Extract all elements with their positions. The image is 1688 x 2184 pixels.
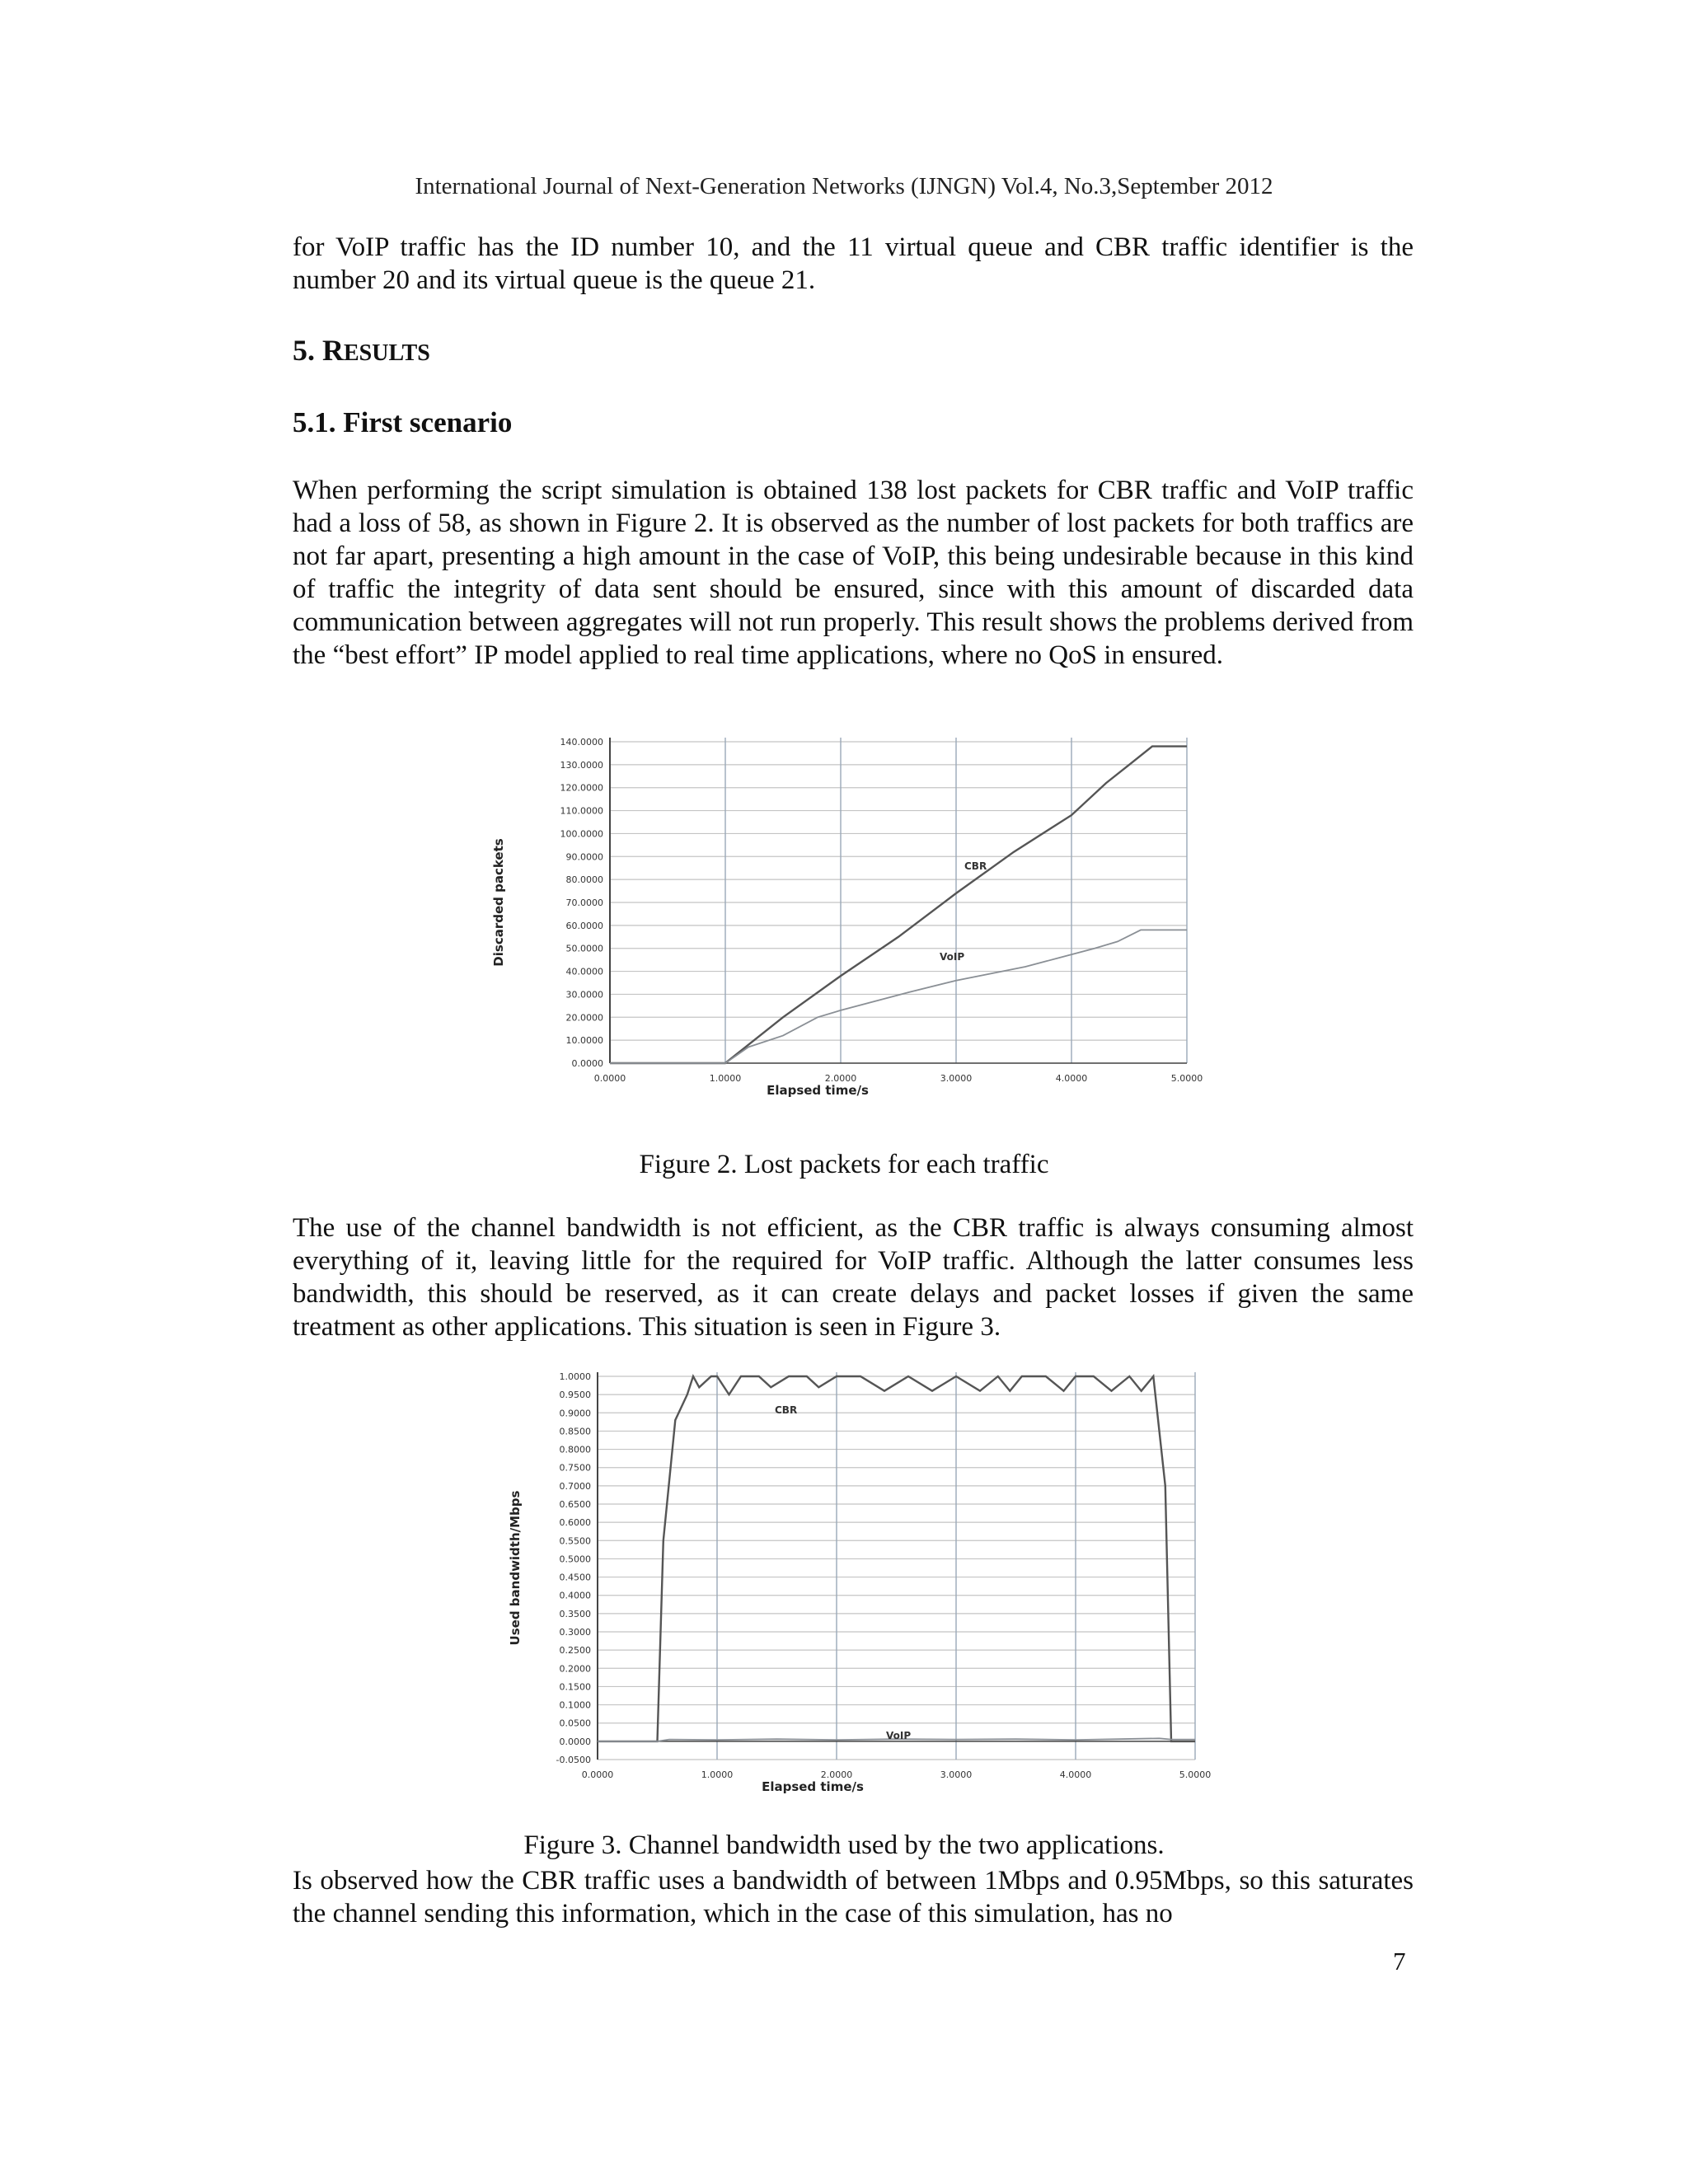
figure-3-caption: Figure 3. Channel bandwidth used by the two applications. [523,1830,1165,1860]
y-axis-label: Used bandwidth/Mbps [508,1490,523,1646]
y-tick-label: 50.0000 [565,943,603,954]
figure-2-lost-packets-chart [486,725,1212,1121]
y-tick-label: 0.0000 [571,1058,603,1069]
y-tick-label: 0.8000 [559,1444,591,1455]
x-tick-label: 5.0000 [1170,1073,1203,1084]
series-label-voip: VoIP [940,951,965,963]
y-tick-label: 40.0000 [565,966,603,977]
section-title-rest: ESULTS [344,340,430,366]
y-tick-label: 0.0500 [559,1718,591,1729]
section-number: 5. [293,334,322,367]
series-line-cbr [610,747,1187,1063]
y-tick-label: 0.9500 [559,1390,591,1401]
series-label-cbr: CBR [775,1404,798,1416]
observation-paragraph: Is observed how the CBR traffic uses a bandwidth of between 1Mbps and 0.95Mbps, so this saturates the channel sending this information, which in the case of this simulation, has no [293,1866,1414,1929]
y-tick-label: 1.0000 [559,1371,591,1382]
page-number: 7 [1393,1947,1406,1975]
y-tick-label: 70.0000 [565,898,603,908]
y-tick-label: 80.0000 [565,874,603,886]
y-tick-label: 0.2000 [559,1663,591,1675]
series-line-voip [610,930,1187,1063]
y-tick-label: 100.0000 [560,828,603,840]
x-tick-label: 4.0000 [1055,1073,1088,1084]
x-tick-label: 4.0000 [1059,1769,1092,1780]
y-tick-label: 0.7500 [559,1462,591,1474]
figure-3-bandwidth-chart [503,1364,1212,1801]
y-tick-label: 0.6500 [559,1499,591,1510]
y-tick-label: 30.0000 [565,989,603,1001]
y-tick-label: 0.3500 [559,1608,591,1619]
y-tick-label: 0.6000 [559,1517,591,1529]
y-tick-label: 0.5000 [559,1554,591,1565]
x-tick-label: 0.0000 [581,1769,614,1780]
x-tick-label: 2.0000 [820,1769,853,1780]
y-tick-label: 0.1000 [559,1699,591,1711]
y-tick-label: 0.1500 [559,1681,591,1693]
y-tick-label: 0.9000 [559,1408,591,1419]
y-tick-label: 0.7000 [559,1480,591,1492]
subsection-heading: 5.1. First scenario [293,406,513,438]
y-tick-label: 0.0000 [559,1736,591,1747]
x-tick-label: 3.0000 [940,1073,973,1084]
series-label-voip: VoIP [886,1730,912,1741]
y-tick-label: 0.4000 [559,1590,591,1601]
y-tick-label: -0.0500 [556,1755,591,1765]
x-tick-label: 3.0000 [940,1769,973,1780]
y-tick-label: 0.2500 [559,1645,591,1657]
x-tick-label: 1.0000 [701,1769,734,1780]
y-tick-label: 140.0000 [560,737,603,748]
y-tick-label: 110.0000 [560,805,603,817]
x-axis-label: Elapsed time/s [762,1779,864,1794]
intro-paragraph: for VoIP traffic has the ID number 10, and the 11 virtual queue and CBR traffic identifier is the number 20 and its virtual queue is the queue 21. [293,232,1414,295]
y-tick-label: 0.5500 [559,1535,591,1547]
y-tick-label: 90.0000 [565,851,603,863]
y-tick-label: 120.0000 [560,782,603,794]
section-title-initial: R [322,334,344,367]
y-tick-label: 60.0000 [565,920,603,931]
figure-2-caption: Figure 2. Lost packets for each traffic [639,1150,1049,1179]
series-label-cbr: CBR [964,860,987,872]
y-tick-label: 130.0000 [560,759,603,771]
x-tick-label: 5.0000 [1179,1769,1212,1780]
bandwidth-paragraph: The use of the channel bandwidth is not efficient, as the CBR traffic is always consuming almost everything of it, leaving little for the required for VoIP traffic. Although the latter consumes less bandwidth, this should be reserved, as it can create delays and packet losses if given the same treatment as other applications. This situation is seen in Figure 3. [293,1213,1414,1342]
y-tick-label: 0.8500 [559,1426,591,1437]
section-heading [293,333,430,368]
x-axis-label: Elapsed time/s [767,1083,869,1098]
results-paragraph: When performing the script simulation is obtained 138 lost packets for CBR traffic and VoIP traffic had a loss of 58, as shown in Figure 2. It is observed as the number of lost packets for both traffics are not far apart, presenting a high amount in the case of VoIP, this being undesirable because in this kind of traffic the integrity of data sent should be ensured, since with this amount of discarded data communication between aggregates will not run properly. This result shows the problems derived from the “best effort” IP model applied to real time applications, where no QoS in ensured. [293,476,1414,670]
x-tick-label: 2.0000 [824,1073,857,1084]
y-tick-label: 10.0000 [565,1035,603,1047]
x-tick-label: 0.0000 [593,1073,626,1084]
y-tick-label: 0.3000 [559,1627,591,1638]
x-tick-label: 1.0000 [709,1073,742,1084]
y-tick-label: 20.0000 [565,1012,603,1024]
y-axis-label: Discarded packets [491,838,506,967]
y-tick-label: 0.4500 [559,1572,591,1583]
running-header: International Journal of Next-Generation Networks (IJNGN) Vol.4, No.3,September 2012 [415,173,1273,199]
